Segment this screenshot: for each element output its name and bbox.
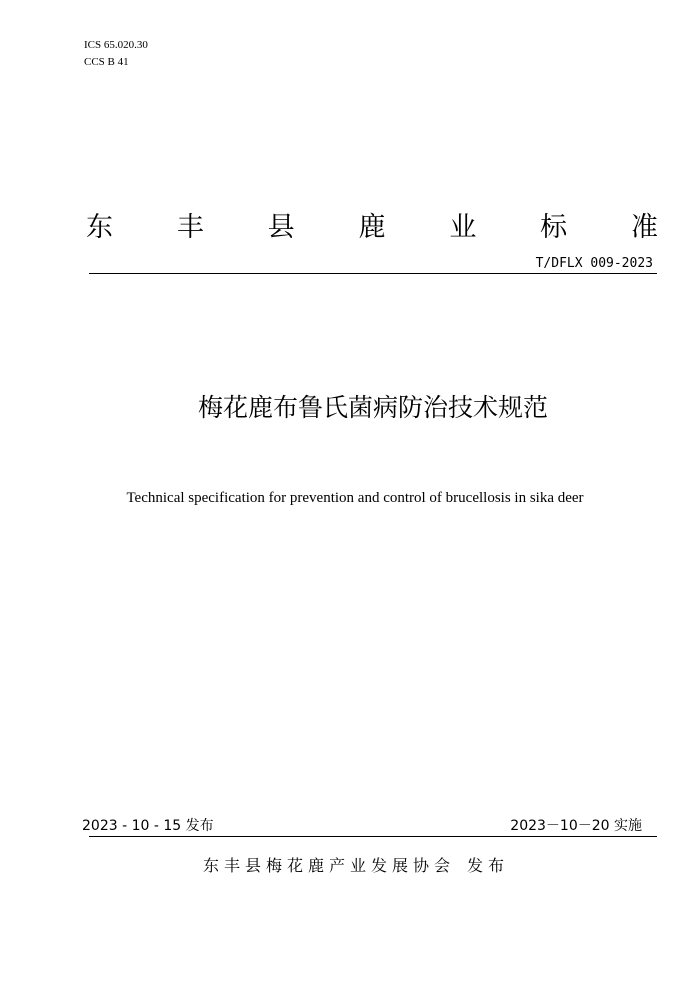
classification-codes [84,37,148,71]
publish-date: 2023 - 10 - 15 发布 [82,818,214,834]
publisher-action: 发布 [467,856,510,875]
standard-type-char: 业 [449,212,477,243]
ccs-code: CCS B 41 [84,56,129,68]
standard-type-heading [86,208,658,248]
ics-code: ICS 65.020.30 [84,39,148,51]
standard-type-char: 丰 [176,212,204,243]
implement-date: 2023－10－20 实施 [510,818,642,834]
top-divider [89,273,657,274]
standard-type-char: 县 [267,212,295,243]
bottom-divider [89,836,657,837]
standard-type-char: 标 [540,212,568,243]
standard-type-char: 准 [630,212,658,243]
publisher-line [203,853,509,876]
document-title-english: Technical specification for prevention and control of brucellosis in sika deer [126,490,584,506]
standard-number: T/DFLX 009-2023 [535,256,653,271]
standard-type-char: 鹿 [358,212,386,243]
document-title-chinese: 梅花鹿布鲁氏菌病防治技术规范 [197,393,548,422]
standard-type-char: 东 [86,212,113,243]
publisher-name: 东丰县梅花鹿产业发展协会 [203,856,456,875]
